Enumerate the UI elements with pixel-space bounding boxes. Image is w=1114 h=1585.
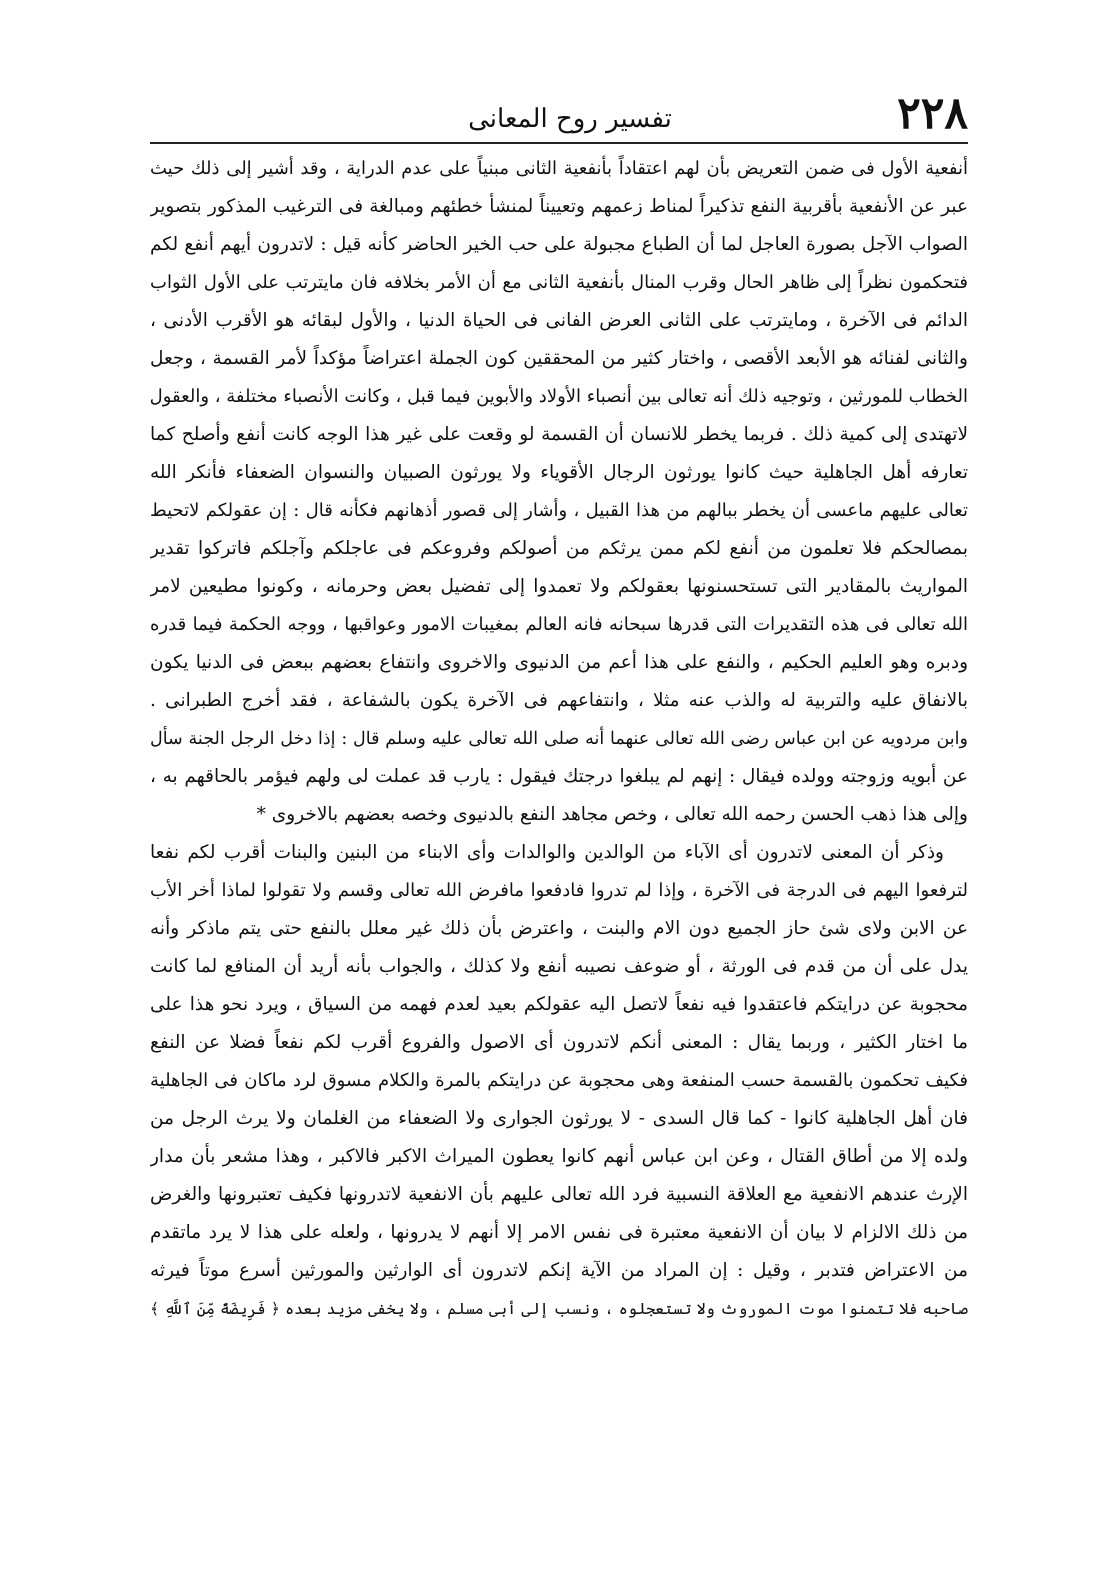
text-line: الإرث عندهم الانفعية مع العلاقة النسبية فرد الله تعالى عليهم بأن الانفعية لاتدرونها فكيف تعتبرونها والغرض bbox=[150, 1184, 968, 1205]
text-line: من الاعتراض فتدبر ، وقيل : إن المراد من الآية إنكم لاتدرون أى الوارثين والمورثين أسرع موتاً فيرثه bbox=[150, 1260, 968, 1281]
text-line: الخطاب للمورثين ، وتوجيه ذلك أنه تعالى بين أنصباء الأولاد والأبوين فيما قبل ، وكانت الأنصباء مختلفة ، والعقول bbox=[150, 386, 968, 407]
text-line: فكيف تحكمون بالقسمة حسب المنفعة وهى محجوبة عن درايتكم بالمرة والكلام مسوق لرد ماكان فى الجاهلية bbox=[150, 1070, 968, 1091]
text-line: صاحبه فلا تتمنوا موت الموروث ولا تستعجلوه ، ونسب إلى أبى مسلم ، ولا يخفى مزيد بعده ﴿ فَرِيضَةً مِّنَ ٱللَّهِ ﴾ bbox=[150, 1300, 968, 1318]
page-number: ٢٢٨ bbox=[897, 88, 968, 139]
text-line: المواريث بالمقادير التى تستحسنونها بعقولكم ولا تعمدوا إلى تفضيل بعض وحرمانه ، وكونوا مطيعين لامر bbox=[150, 576, 968, 597]
text-line: أنفعية الأول فى ضمن التعريض بأن لهم اعتقاداً بأنفعية الثانى مبنياً على عدم الدراية ، وقد أشير إلى ذلك حيث bbox=[150, 158, 968, 179]
body-text bbox=[150, 150, 968, 1328]
text-line: من ذلك الالزام لا بيان أن الانفعية معتبرة فى نفس الامر إلا أنهم لا يدرونها ، ولعله على هذا لا يرد ماتقدم bbox=[150, 1222, 968, 1243]
text-line: تعالى عليهم ماعسى أن يخطر ببالهم من هذا القبيل ، وأشار إلى قصور أذهانهم فكأنه قال : إن عقولكم لاتحيط bbox=[150, 500, 968, 521]
paragraph-end-line: وإلى هذا ذهب الحسن رحمه الله تعالى ، وخص مجاهد النفع بالدنيوى وخصه بعضهم بالاخروى * bbox=[256, 804, 968, 825]
text-line: بالانفاق عليه والتربية له والذب عنه مثلا ، وانتفاعهم فى الآخرة يكون بالشفاعة ، فقد أخرج الطبرانى . bbox=[150, 690, 968, 711]
header-rule bbox=[150, 142, 968, 144]
paragraph-start-line: وذكر أن المعنى لاتدرون أى الآباء من الوالدين والوالدات وأى الابناء من البنين والبنات أقرب لكم نفعا bbox=[150, 842, 944, 863]
text-line: لترفعوا اليهم فى الدرجة فى الآخرة ، وإذا لم تدروا فادفعوا مافرض الله تعالى وقسم ولا تقولوا لماذا أخر الأب bbox=[150, 880, 968, 901]
text-line: تعارفه أهل الجاهلية حيث كانوا يورثون الرجال الأقوياء ولا يورثون الصبيان والنسوان الضعفاء فأنكر الله bbox=[150, 462, 968, 483]
text-line: ما اختار الكثير ، وربما يقال : المعنى أنكم لاتدرون أى الاصول والفروع أقرب لكم نفعاً فضلا عن النفع bbox=[150, 1032, 968, 1053]
text-line: ودبره وهو العليم الحكيم ، والنفع على هذا أعم من الدنيوى والاخروى وانتفاع بعضهم ببعض فى الدنيا يكون bbox=[150, 652, 968, 673]
text-line: لاتهتدى إلى كمية ذلك . فربما يخطر للانسان أن القسمة لو وقعت على غير هذا الوجه كانت أنفع وأصلح كما bbox=[150, 424, 968, 445]
text-line: الله تعالى فى هذه التقديرات التى قدرها سبحانه فانه العالم بمغيبات الامور وعواقبها ، ووجه الحكمة فيما قدره bbox=[150, 614, 968, 635]
text-line: عن الابن ولاى شئ حاز الجميع دون الام والبنت ، واعترض بأن ذلك غير معلل بالنفع حتى يتم ماذكر وأنه bbox=[150, 918, 968, 939]
text-line: ولده إلا من أطاق القتال ، وعن ابن عباس أنهم كانوا يعطون الميراث الاكبر فالاكبر ، وهذا مشعر بأن مدار bbox=[150, 1146, 968, 1167]
text-line: عن أبويه وزوجته وولده فيقال : إنهم لم يبلغوا درجتك فيقول : يارب قد عملت لى ولهم فيؤمر بالحاقهم به ، bbox=[150, 766, 968, 787]
text-line: الدائم فى الآخرة ، ومايترتب على الثانى العرض الفانى فى الحياة الدنيا ، والأول لبقائه هو الأقرب الأدنى ، bbox=[150, 310, 968, 331]
running-title: تفسير روح المعانى bbox=[468, 104, 672, 134]
text-line: الصواب الآجل بصورة العاجل لما أن الطباع مجبولة على حب الخير الحاضر كأنه قيل : لاتدرون أيهم أنفع لكم bbox=[150, 234, 968, 255]
text-line: فان أهل الجاهلية كانوا - كما قال السدى - لا يورثون الجوارى ولا الضعفاء من الغلمان ولا يرث الرجل من bbox=[150, 1108, 968, 1129]
text-line: وابن مردويه عن ابن عباس رضى الله تعالى عنهما أنه صلى الله تعالى عليه وسلم قال : إذا دخل الرجل الجنة سأل bbox=[150, 729, 968, 749]
text-line: يدل على أن من قدم فى الورثة ، أو ضوعف نصيبه أنفع ولا كذلك ، والجواب بأنه أريد أن المنافع لما كانت bbox=[150, 956, 968, 977]
text-line: والثانى لفنائه هو الأبعد الأقصى ، واختار كثير من المحققين كون الجملة اعتراضاً مؤكداً لأمر القسمة ، وجعل bbox=[150, 348, 968, 369]
text-line: فتحكمون نظراً إلى ظاهر الحال وقرب المنال بأنفعية الثانى مع أن الأمر بخلافه فان مايترتب على الأول الثواب bbox=[150, 272, 968, 293]
text-line: بمصالحكم فلا تعلمون من أنفع لكم ممن يرثكم من أصولكم وفروعكم فى عاجلكم وآجلكم فاتركوا تقدير bbox=[150, 538, 968, 559]
text-line: عبر عن الأنفعية بأقربية النفع تذكيراً لمناط زعمهم وتعييناً لمنشأ خطئهم ومبالغة فى الترغيب المذكور بتصوير bbox=[150, 196, 968, 217]
page-header bbox=[150, 88, 968, 148]
text-line: محجوبة عن درايتكم فاعتقدوا فيه نفعاً لاتصل اليه عقولكم بعيد لعدم فهمه من السياق ، ويرد نحو هذا على bbox=[150, 994, 968, 1015]
